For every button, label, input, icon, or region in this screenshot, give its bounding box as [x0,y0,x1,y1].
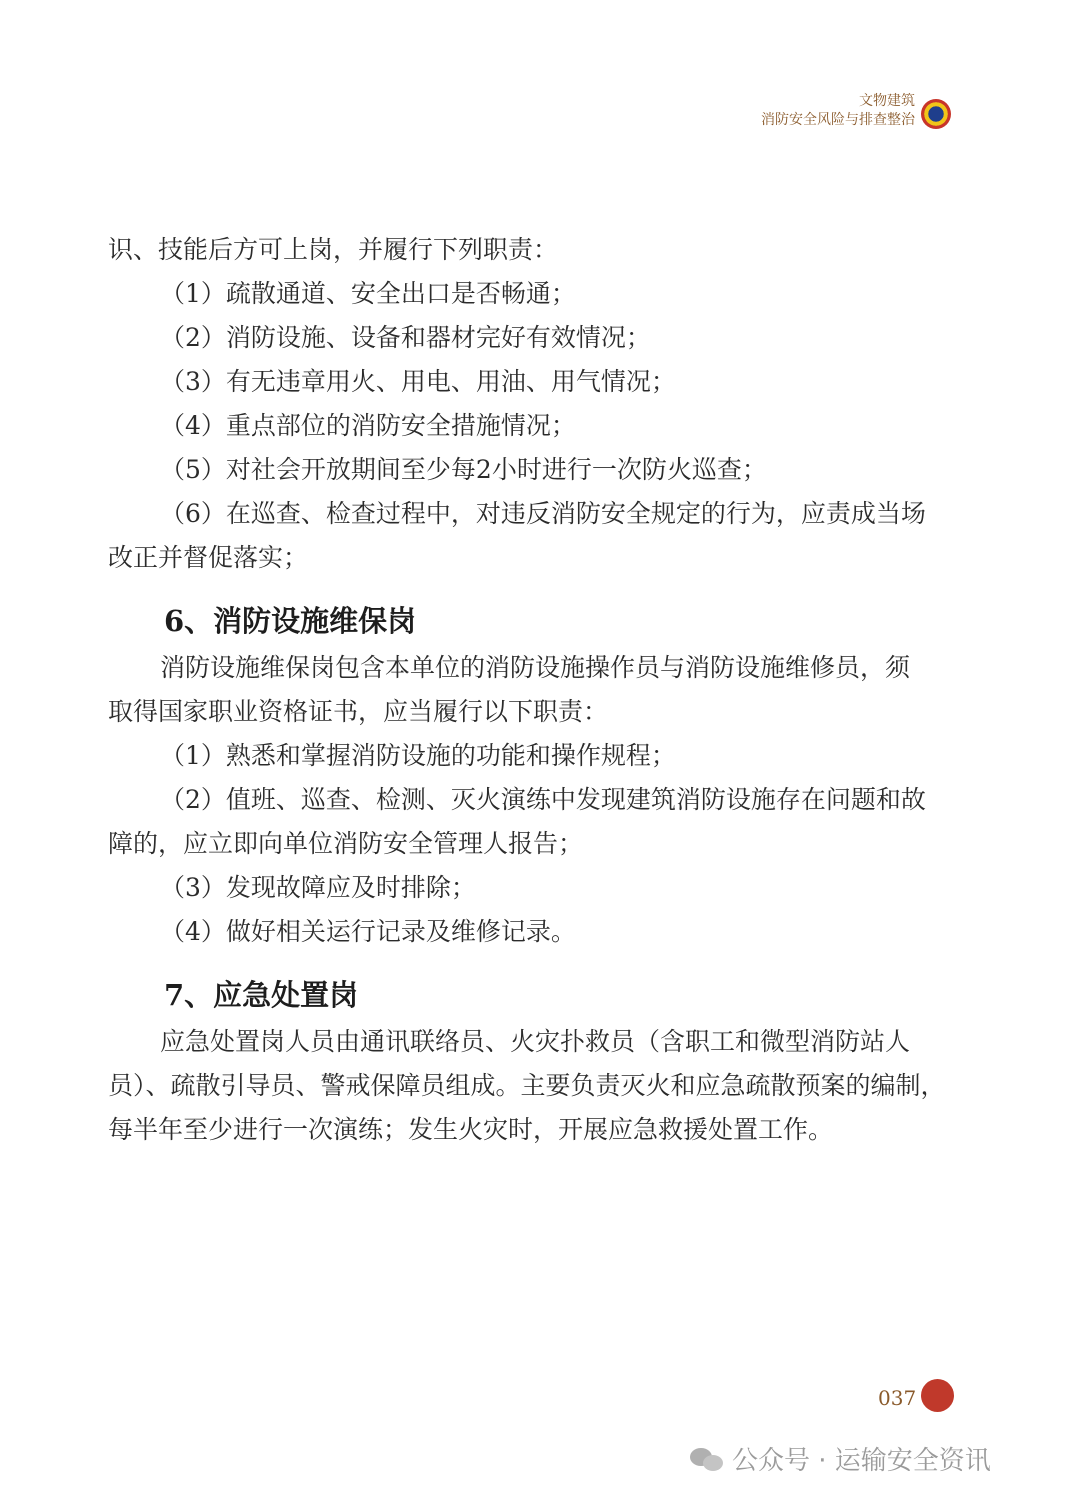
header-line-1: 文物建筑 [859,93,915,109]
list-item: （6）在巡查、检查过程中，对违反消防安全规定的行为，应责成当场 [160,499,926,528]
section-6-paragraph: 消防设施维保岗包含本单位的消防设施操作员与消防设施维修员，须 [160,653,911,682]
section-7-paragraph-continuation: 员）、疏散引导员、警戒保障员组成。主要负责灭火和应急疏散预案的编制， [108,1071,946,1100]
wechat-icon [690,1446,724,1472]
running-header [761,92,915,130]
list-item-continuation: 改正并督促落实； [108,543,309,572]
section-7-paragraph-continuation: 每半年至少进行一次演练；发生火灾时，开展应急救援处置工作。 [108,1115,834,1144]
page-dot-decoration [921,1379,954,1412]
list-item: （3）发现故障应及时排除； [160,873,476,902]
list-item: （5）对社会开放期间至少每2小时进行一次防火巡查； [160,455,767,484]
page-body [108,228,963,1152]
list-item: （1）熟悉和掌握消防设施的功能和操作规程； [160,741,676,770]
fire-rescue-emblem-icon [921,99,951,129]
watermark-text: 公众号 · 运输安全资讯 [732,1446,991,1476]
header-line-2: 消防安全风险与排查整治 [761,112,915,128]
watermark [690,1440,991,1477]
list-item-continuation: 障的，应立即向单位消防安全管理人报告； [108,829,584,858]
list-item: （1）疏散通道、安全出口是否畅通； [160,279,576,308]
list-item: （4）重点部位的消防安全措施情况； [160,411,576,440]
section-6-paragraph-continuation: 取得国家职业资格证书，应当履行以下职责： [108,697,609,726]
section-7-paragraph: 应急处置岗人员由通讯联络员、火灾扑救员（含职工和微型消防站人 [160,1027,911,1056]
section-heading-7: 7、应急处置岗 [164,978,359,1012]
list-item: （4）做好相关运行记录及维修记录。 [160,917,576,946]
intro-line: 识、技能后方可上岗，并履行下列职责： [108,235,559,264]
section-heading-6: 6、消防设施维保岗 [164,604,417,638]
page-number: 037 [878,1386,917,1410]
list-item: （2）值班、巡查、检测、灭火演练中发现建筑消防设施存在问题和故 [160,785,926,814]
list-item: （2）消防设施、设备和器材完好有效情况； [160,323,651,352]
list-item: （3）有无违章用火、用电、用油、用气情况； [160,367,676,396]
